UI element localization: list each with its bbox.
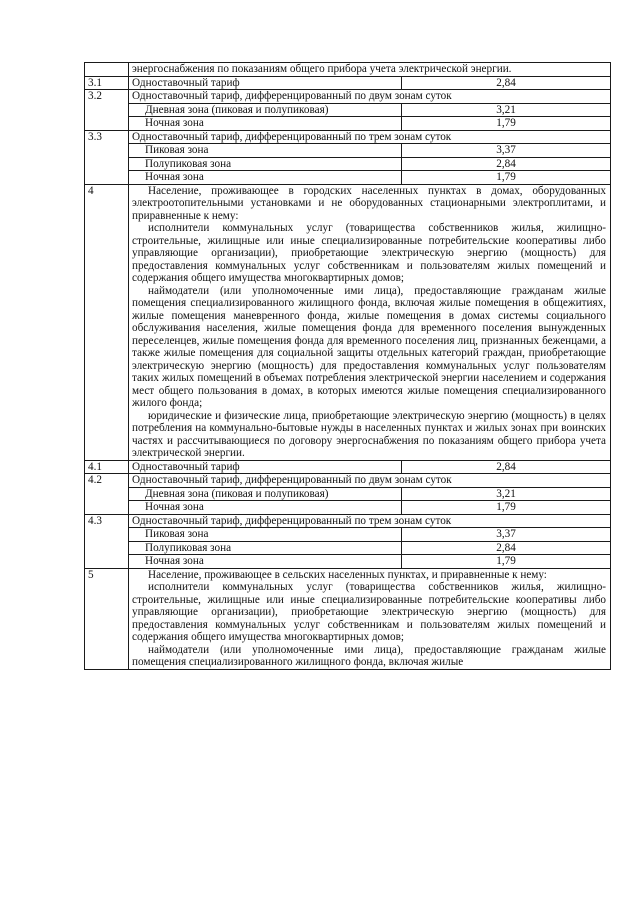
paragraph: юридические и физические лица, приобретающие электрическую энергию (мощность) в целях потребления на коммунально-бытовые нужды в населенных пунктах и жилых зонах при воинских частях и рассчитывающиеся по договору энергоснабжения по показаниям общего прибора учета электрической энергии. xyxy=(132,409,607,459)
paragraph: наймодатели (или уполномоченные ими лица), предоставляющие гражданам жилые помещения специализированного жилищного фонда, включая жилые xyxy=(132,643,607,668)
paragraph: наймодатели (или уполномоченные ими лица), предоставляющие гражданам жилые помещения специализированного жилищного фонда, включая жилые помещения в общежитиях, жилые помещения маневренного фонда, жилые помещения в домах системы социального обслуживания населения, жилые помещения фонда для временного поселения вынужденных переселенцев, жилые помещения фонда для временного поселения лиц, признанных беженцами, а также жилые помещения для социальной защиты отдельных категорий граждан, приобретающие электрическую энергию (мощность) для предоставления коммунальных услуг пользователям таких жилых помещений в объемах потребления электрической энергии населением и содержания мест общего пользования в домах, в которых имеются жилые помещения специализированного жилого фонда; xyxy=(132,284,607,409)
zone-value: 1,79 xyxy=(402,555,611,569)
table-row xyxy=(85,117,611,131)
table-row xyxy=(85,184,611,460)
zone-label: Ночная зона xyxy=(129,555,402,569)
table-row xyxy=(85,487,611,501)
table-row xyxy=(85,90,611,104)
zone-value: 2,84 xyxy=(402,157,611,171)
paragraph: исполнители коммунальных услуг (товарищества собственников жилья, жилищно-строительные, жилищные или иные специализированные потребительские кооперативы либо управляющие организации), приобретающие электрическую энергию (мощность) для предоставления коммунальных услуг собственникам и пользователям жилых помещений и содержания общего имущества многоквартирных домов; xyxy=(132,581,607,643)
row-number: 4.3 xyxy=(85,514,129,568)
zone-label: Ночная зона xyxy=(129,171,402,185)
zone-label: Пиковая зона xyxy=(129,144,402,158)
zone-value: 3,37 xyxy=(402,528,611,542)
paragraph: Население, проживающее в сельских населенных пунктах, и приравненные к нему: xyxy=(148,568,547,581)
row-number: 4.1 xyxy=(85,460,129,474)
zone-value: 2,84 xyxy=(402,541,611,555)
row-text xyxy=(129,568,611,669)
table-row xyxy=(85,501,611,515)
tariff-value: 2,84 xyxy=(402,460,611,474)
zone-value: 3,21 xyxy=(402,487,611,501)
table-row xyxy=(85,103,611,117)
row-number xyxy=(85,63,129,77)
zone-value: 3,37 xyxy=(402,144,611,158)
table-row xyxy=(85,130,611,144)
zone-label: Полупиковая зона xyxy=(129,157,402,171)
table-row xyxy=(85,514,611,528)
table-row xyxy=(85,474,611,488)
tariff-label: Одноставочный тариф xyxy=(129,460,402,474)
tariff-table xyxy=(84,62,611,670)
zone-label: Ночная зона xyxy=(129,501,402,515)
table-row xyxy=(85,76,611,90)
row-number: 3.2 xyxy=(85,90,129,131)
zone-label: Полупиковая зона xyxy=(129,541,402,555)
row-number: 3.1 xyxy=(85,76,129,90)
zone-label: Ночная зона xyxy=(129,117,402,131)
zone-label: Дневная зона (пиковая и полупиковая) xyxy=(129,103,402,117)
zone-label: Дневная зона (пиковая и полупиковая) xyxy=(129,487,402,501)
zone-value: 1,79 xyxy=(402,171,611,185)
zone-value: 1,79 xyxy=(402,117,611,131)
zone-value: 1,79 xyxy=(402,501,611,515)
zone-value: 3,21 xyxy=(402,103,611,117)
tariff-label: Одноставочный тариф, дифференцированный по двум зонам суток xyxy=(129,90,611,104)
tariff-value: 2,84 xyxy=(402,76,611,90)
tariff-label: Одноставочный тариф, дифференцированный по трем зонам суток xyxy=(129,514,611,528)
row-text xyxy=(129,184,611,460)
table-row xyxy=(85,144,611,158)
table-row xyxy=(85,528,611,542)
row-number: 4.2 xyxy=(85,474,129,515)
row-text: энергоснабжения по показаниям общего прибора учета электрической энергии. xyxy=(129,63,611,77)
tariff-label: Одноставочный тариф, дифференцированный по двум зонам суток xyxy=(129,474,611,488)
row-number: 5 xyxy=(85,568,129,669)
table-row xyxy=(85,555,611,569)
tariff-label: Одноставочный тариф xyxy=(129,76,402,90)
table-row xyxy=(85,541,611,555)
row-number: 3.3 xyxy=(85,130,129,184)
table-row xyxy=(85,157,611,171)
table-row xyxy=(85,63,611,77)
table-row xyxy=(85,568,611,669)
table-row xyxy=(85,171,611,185)
zone-label: Пиковая зона xyxy=(129,528,402,542)
table-row xyxy=(85,460,611,474)
tariff-label: Одноставочный тариф, дифференцированный по трем зонам суток xyxy=(129,130,611,144)
paragraph: Население, проживающее в городских населенных пунктах в домах, оборудованных электроотопительными установками и не оборудованных стационарными электроплитами, и приравненные к нему: xyxy=(132,184,607,222)
paragraph: исполнители коммунальных услуг (товарищества собственников жилья, жилищно-строительные, жилищные или иные специализированные потребительские кооперативы либо управляющие организации), приобретающие электрическую энергию (мощность) для предоставления коммунальных услуг собственникам и пользователям жилых помещений и содержания общего имущества многоквартирных домов; xyxy=(132,222,607,284)
row-number: 4 xyxy=(85,184,129,460)
